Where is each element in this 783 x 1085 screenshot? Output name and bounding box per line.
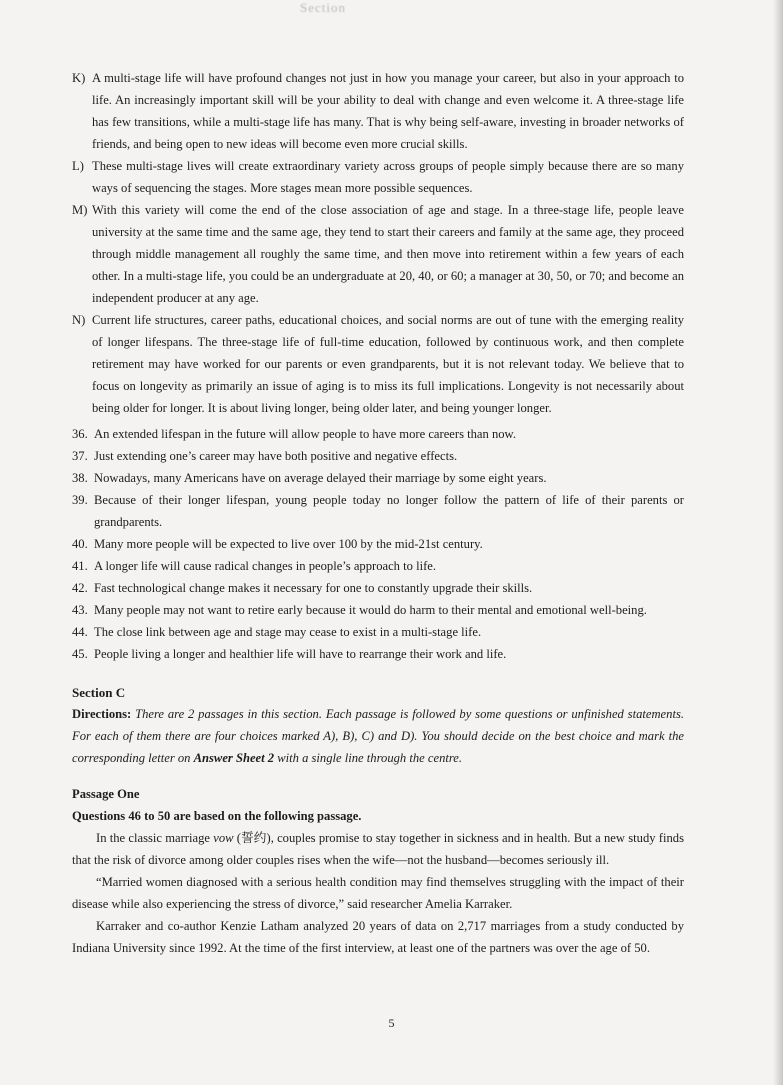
question-item (72, 577, 684, 599)
directions-label: Directions: (72, 707, 132, 721)
question-text: People living a longer and healthier life will have to rearrange their work and life. (94, 647, 507, 661)
question-list (72, 423, 684, 665)
question-number: 38. (72, 471, 88, 485)
page-number: 5 (388, 1016, 395, 1030)
section-c-directions (72, 703, 684, 769)
question-text: Many people may not want to retire early because it would do harm to their mental and emotional well-being. (94, 603, 647, 617)
paragraph-label: N) (72, 313, 86, 327)
p1-before: In the classic marriage (96, 831, 214, 845)
paragraph-text: With this variety will come the end of the close association of age and stage. In a three-stage life, people leave university at the same time and the same age, they tend to start their careers and family at the same age, they proceed through middle management all roughly the same time, and then move into retirement within a few years of each other. In a multi-stage life, you could be an undergraduate at 20, 40, or 60; a manager at 30, 50, or 70; and become an independent producer at any age. (92, 203, 684, 305)
question-text: The close link between age and stage may cease to exist in a multi-stage life. (94, 625, 482, 639)
paragraph-n (72, 309, 684, 419)
question-item (72, 621, 684, 643)
directions-text-part2: with a single line through the centre. (274, 751, 463, 765)
lettered-paragraphs (72, 67, 684, 419)
question-number: 43. (72, 603, 88, 617)
passage-one-subtitle: Questions 46 to 50 are based on the following passage. (72, 809, 362, 823)
question-item (72, 555, 684, 577)
question-item (72, 533, 684, 555)
question-item (72, 489, 684, 533)
scan-edge (773, 0, 783, 1085)
paragraph-label: M) (72, 203, 88, 217)
directions-answer-sheet: Answer Sheet 2 (193, 751, 275, 765)
passage-one-title: Passage One (72, 787, 140, 801)
question-number: 45. (72, 647, 88, 661)
passage-paragraph-3: Karraker and co-author Kenzie Latham analyzed 20 years of data on 2,717 marriages from a study conducted by Indiana University since 1992. At the time of the first interview, at least one of the partners was over the age of 50. (72, 919, 684, 955)
question-number: 41. (72, 559, 88, 573)
question-text: An extended lifespan in the future will allow people to have more careers than now. (94, 427, 516, 441)
question-text: Because of their longer lifespan, young people today no longer follow the pattern of life of their parents or grandparents. (94, 493, 684, 529)
faded-header-text: Section (300, 0, 346, 15)
p1-after: , couples promise to stay together in sickness and in health. But a new study finds that the risk of divorce among older couples rises when the wife—not the husband—becomes seriously ill. (72, 831, 684, 867)
question-item (72, 467, 684, 489)
passage-paragraph-1 (72, 827, 684, 871)
paragraph-label: K) (72, 71, 86, 85)
paragraph-text: A multi-stage life will have profound changes not just in how you manage your career, but also in your approach to life. An increasingly important skill will be your ability to deal with change and even welcome it. A three-stage life has few transitions, while a multi-stage life has many. That is why being self-aware, investing in broader networks of friends, and being open to new ideas will become even more crucial skills. (92, 71, 684, 151)
question-number: 39. (72, 493, 88, 507)
p1-gloss: (誓约) (233, 831, 271, 845)
question-item (72, 445, 684, 467)
question-text: Fast technological change makes it necessary for one to constantly upgrade their skills. (94, 581, 533, 595)
question-number: 44. (72, 625, 88, 639)
question-number: 36. (72, 427, 88, 441)
question-number: 40. (72, 537, 88, 551)
question-item (72, 599, 684, 621)
question-text: Just extending one’s career may have both positive and negative effects. (94, 449, 458, 463)
question-text: Nowadays, many Americans have on average delayed their marriage by some eight years. (94, 471, 547, 485)
paragraph-text: Current life structures, career paths, educational choices, and social norms are out of tune with the emerging reality of longer lifespans. The three-stage life of full-time education, followed by continuous work, and then complete retirement may have worked for our parents or even grandparents, but it is not relevant today. We believe that to focus on longevity as primarily an issue of aging is to miss its full implications. Longevity is not necessarily about being older for longer. It is about living longer, being older later, and being younger longer. (92, 313, 684, 415)
question-text: Many more people will be expected to live over 100 by the mid-21st century. (94, 537, 483, 551)
paragraph-m (72, 199, 684, 309)
question-item (72, 423, 684, 445)
p1-vow: vow (213, 831, 234, 845)
paragraph-label: L) (72, 159, 84, 173)
directions-text-part1: There are 2 passages in this section. Each passage is followed by some questions or unfinished statements. For each of them there are four choices marked A), B), C) and D). You should decide on the best choice and mark the corresponding letter on (72, 707, 684, 765)
passage-paragraph-2: “Married women diagnosed with a serious health condition may find themselves struggling with the impact of their disease while also experiencing the stress of divorce,” said researcher Amelia Karraker. (72, 875, 684, 911)
question-number: 42. (72, 581, 88, 595)
section-c-title: Section C (72, 685, 126, 700)
paragraph-l (72, 155, 684, 199)
paragraph-text: These multi-stage lives will create extraordinary variety across groups of people simply because there are so many ways of sequencing the stages. More stages mean more possible sequences. (92, 159, 684, 195)
page-content (72, 67, 684, 959)
question-number: 37. (72, 449, 88, 463)
question-text: A longer life will cause radical changes in people’s approach to life. (94, 559, 437, 573)
paragraph-k (72, 67, 684, 155)
question-item (72, 643, 684, 665)
